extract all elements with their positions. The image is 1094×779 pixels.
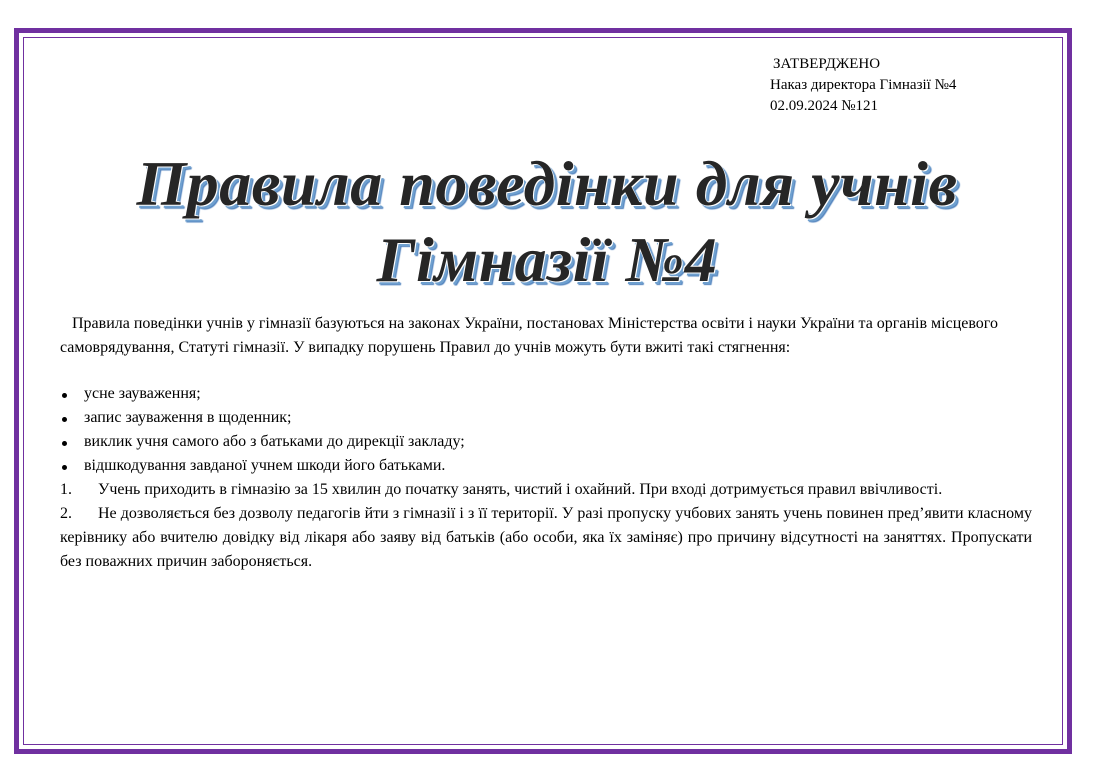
- penalty-text: виклик учня самого або з батьками до дирекції закладу;: [84, 433, 465, 450]
- rule-text: Не дозволяється без дозволу педагогів йти з гімназії і з її території. У разі пропуску учбових занять учень повинен пред’явити класному керівнику або вчителю довідку від лікаря або заяву від батьків (або особи, яка їх заміняє) про причину відсутності на заняттях. Пропускати без поважних причин забороняється.: [60, 505, 1032, 570]
- rule-item: [60, 478, 1032, 502]
- approval-order: Наказ директора Гімназії №4: [770, 77, 957, 93]
- list-item: [60, 406, 1032, 430]
- penalty-text: відшкодування завданої учнем шкоди його батьками.: [84, 457, 446, 474]
- approval-date: 02.09.2024 №121: [770, 98, 879, 114]
- bullet-icon: [62, 393, 67, 398]
- rules-list: [60, 478, 1032, 574]
- list-item: [60, 382, 1032, 406]
- penalties-list: [60, 382, 1032, 478]
- document-body: [60, 312, 1032, 574]
- penalty-text: усне зауваження;: [84, 385, 201, 402]
- intro-paragraph: Правила поведінки учнів у гімназії базуються на законах України, постановах Міністерства освіти і науки України та органів місцевого самоврядування, Статуті гімназії. У випадку порушень Правил до учнів можуть бути вжиті такі стягнення:: [60, 315, 998, 356]
- approval-heading: ЗАТВЕРДЖЕНО: [773, 56, 881, 72]
- list-item: [60, 430, 1032, 454]
- document-title: [0, 146, 1094, 298]
- bullet-icon: [62, 441, 67, 446]
- rule-item: [60, 502, 1032, 574]
- title-line-1: Правила поведінки для учнів: [136, 148, 958, 219]
- rule-number: 1.: [60, 481, 72, 498]
- approval-stamp: [770, 54, 956, 117]
- title-line-2: Гімназії №4: [376, 224, 718, 295]
- bullet-icon: [62, 465, 67, 470]
- bullet-icon: [62, 417, 67, 422]
- rule-number: 2.: [60, 505, 72, 522]
- penalty-text: запис зауваження в щоденник;: [84, 409, 292, 426]
- rule-text: Учень приходить в гімназію за 15 хвилин до початку занять, чистий і охайний. При вході дотримується правил ввічливості.: [98, 481, 943, 498]
- list-item: [60, 454, 1032, 478]
